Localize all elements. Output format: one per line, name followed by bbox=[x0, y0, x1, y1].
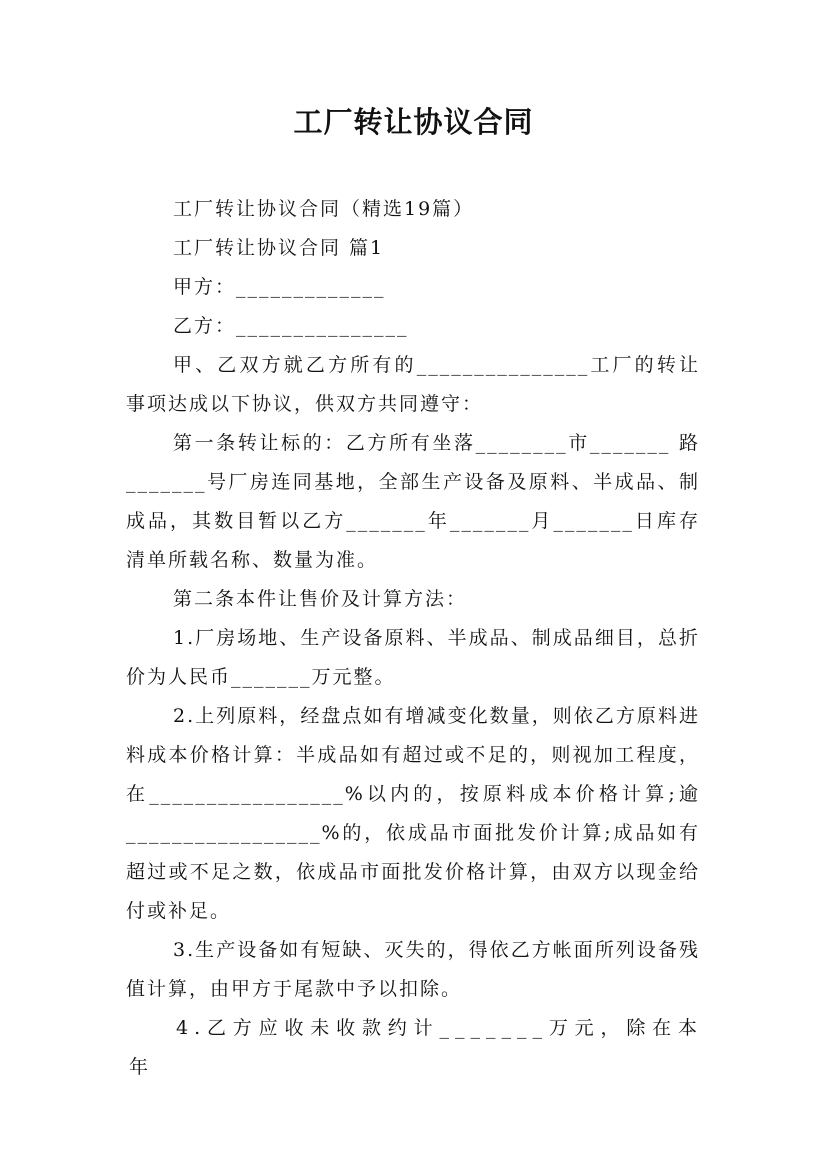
paragraph-subtitle: 工厂转让协议合同（精选19篇） bbox=[173, 198, 475, 220]
document-title: 工厂转让协议合同 bbox=[293, 105, 534, 139]
paragraph-item-2: 2.上列原料，经盘点如有增减变化数量，则依乙方原料进料成本价格计算：半成品如有超过或不足的，则视加工程度，在_________________%以内的，按原料成本价格计算;逾_________________%的，依成品市面批发价计算;成品如有超过或不足之数，依成品市面批发价格计算，由双方以现金给付或补足。 bbox=[126, 705, 700, 922]
paragraph-item-1: 1.厂房场地、生产设备原料、半成品、制成品细目，总折价为人民币_______万元整。 bbox=[126, 627, 700, 688]
paragraph-article-1: 第一条转让标的：乙方所有坐落________市_______ 路_______号厂房连同基地，全部生产设备及原料、半成品、制成品，其数目暂以乙方_______年_______月_______日库存清单所载名称、数量为准。 bbox=[126, 432, 700, 571]
paragraph-item-3: 3.生产设备如有短缺、灭失的，得依乙方帐面所列设备残值计算，由甲方于尾款中予以扣除。 bbox=[126, 939, 700, 1000]
paragraph-preamble: 甲、乙双方就乙方所有的_______________工厂的转让事项达成以下协议，供双方共同遵守： bbox=[126, 354, 700, 415]
paragraph-item-4: 4.乙方应收未收款约计_______万元，除在本年 bbox=[129, 1017, 703, 1078]
paragraph-party-a: 甲方：_____________ bbox=[173, 276, 386, 298]
paragraph-party-b: 乙方：_______________ bbox=[173, 315, 409, 337]
paragraph-article-2: 第二条本件让售价及计算方法： bbox=[173, 588, 468, 610]
paragraph-section-heading: 工厂转让协议合同 篇1 bbox=[173, 237, 385, 259]
